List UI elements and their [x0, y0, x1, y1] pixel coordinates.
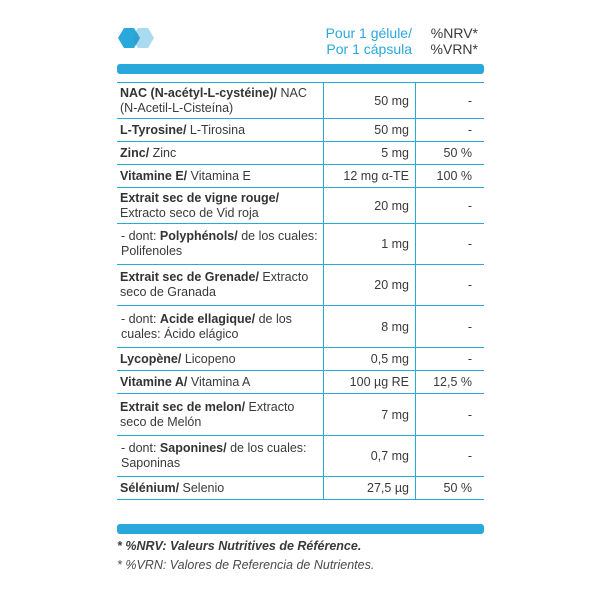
ingredient-prefix: - dont:	[121, 441, 160, 455]
ingredient-nrv: -	[467, 278, 472, 292]
ingredient-name-fr: Zinc/	[120, 145, 150, 160]
table-row	[117, 265, 484, 306]
ingredient-nrv: -	[467, 123, 472, 137]
ingredient-name-es: Vitamina E	[187, 168, 251, 183]
ingredient-name-es: NAC (N-Acetil-L-Cisteína)	[120, 85, 307, 115]
table-row	[117, 142, 484, 165]
table-row	[117, 306, 484, 348]
ingredient-nrv: -	[467, 93, 472, 108]
ingredient-name	[117, 142, 324, 164]
nrv-header-fr: %NRV*	[430, 25, 478, 41]
nrv-header-es: %VRN*	[430, 41, 478, 57]
ingredient-name-es: Extracto seco de Vid roja	[120, 205, 259, 220]
ingredient-name	[117, 265, 324, 305]
ingredient-name-es: de los cuales: Saponinas	[121, 441, 307, 470]
ingredient-amount: 12 mg α-TE	[324, 165, 416, 187]
ingredient-name-fr: NAC (N-acétyl-L-cystéine)/	[120, 85, 277, 100]
ingredient-nrv: -	[467, 237, 472, 251]
table-row	[117, 394, 484, 436]
portion-header-fr: Pour 1 gélule/	[325, 25, 412, 41]
ingredient-amount: 8 mg	[324, 306, 416, 347]
ingredient-name-es: Vitamina A	[187, 374, 251, 389]
ingredient-nrv: -	[467, 198, 472, 213]
ingredient-nrv: -	[467, 407, 472, 422]
ingredient-amount: 100 µg RE	[324, 371, 416, 393]
ingredient-name-es: Extracto seco de Melón	[120, 399, 295, 429]
ingredient-name-es: de los cuales: Polifenoles	[121, 229, 318, 258]
ingredient-name	[117, 224, 324, 264]
table-row	[117, 348, 484, 371]
ingredient-amount: 20 mg	[324, 265, 416, 305]
table-row	[117, 436, 484, 477]
bottom-divider-bar	[117, 524, 484, 534]
portion-header	[286, 25, 412, 57]
ingredient-name-fr: Polyphénols/	[159, 229, 238, 243]
footnote-nrv: * %NRV: Valeurs Nutritives de Référence.	[117, 539, 362, 553]
ingredient-name	[117, 371, 324, 393]
ingredient-amount: 20 mg	[324, 188, 416, 223]
ingredient-name	[117, 477, 324, 499]
top-divider-bar	[117, 64, 484, 74]
ingredient-name	[117, 306, 324, 347]
ingredient-nrv: -	[467, 449, 472, 463]
ingredient-name-fr: Vitamine A/	[120, 374, 188, 389]
ingredient-name-fr: Extrait sec de vigne rouge/	[120, 190, 280, 205]
ingredient-amount: 50 mg	[324, 119, 416, 141]
ingredient-name-es: Licopeno	[181, 351, 236, 366]
ingredient-name	[117, 83, 324, 118]
ingredient-name-es: de los cuales: Ácido elágico	[121, 311, 292, 341]
ingredient-name-es: Selenio	[179, 480, 225, 495]
ingredient-nrv: -	[467, 352, 472, 366]
ingredient-nrv: 50 %	[443, 146, 472, 160]
ingredient-name	[117, 394, 324, 435]
ingredient-name-fr: Extrait sec de melon/	[120, 399, 246, 414]
ingredient-amount: 1 mg	[324, 224, 416, 264]
ingredient-name-fr: L-Tyrosine/	[120, 122, 187, 137]
nutrition-table	[117, 82, 484, 500]
portion-header-es: Por 1 cápsula	[326, 41, 412, 57]
ingredient-name-fr: Acide ellagique/	[159, 311, 256, 326]
table-row	[117, 119, 484, 142]
ingredient-name-fr: Vitamine E/	[120, 168, 188, 183]
table-row	[117, 165, 484, 188]
footnote-vrn: * %VRN: Valores de Referencia de Nutrientes.	[117, 558, 375, 572]
ingredient-prefix: - dont:	[121, 229, 160, 243]
ingredient-name-es: Extracto seco de Granada	[120, 270, 309, 299]
hexagon-logo-icon	[118, 27, 158, 49]
ingredient-amount: 0,7 mg	[324, 436, 416, 476]
ingredient-name-fr: Extrait sec de Grenade/	[120, 270, 259, 284]
nrv-header	[418, 25, 478, 57]
ingredient-nrv: 50 %	[443, 481, 472, 495]
ingredient-name	[117, 348, 324, 370]
ingredient-name-fr: Sélénium/	[120, 480, 180, 495]
ingredient-amount: 0,5 mg	[324, 348, 416, 370]
ingredient-amount: 5 mg	[324, 142, 416, 164]
ingredient-name-es: Zinc	[149, 145, 177, 160]
ingredient-nrv: -	[467, 319, 472, 334]
ingredient-amount: 50 mg	[324, 83, 416, 118]
ingredient-name-fr: Saponines/	[159, 441, 227, 455]
ingredient-name-es: L-Tirosina	[186, 122, 246, 137]
ingredient-name	[117, 119, 324, 141]
table-row	[117, 224, 484, 265]
ingredient-name-fr: Lycopène/	[120, 351, 182, 366]
ingredient-name	[117, 165, 324, 187]
table-row	[117, 83, 484, 119]
ingredient-name	[117, 436, 324, 476]
ingredient-name	[117, 188, 324, 223]
table-row	[117, 188, 484, 224]
ingredient-amount: 27,5 µg	[324, 477, 416, 499]
ingredient-amount: 7 mg	[324, 394, 416, 435]
table-row	[117, 371, 484, 394]
table-row	[117, 477, 484, 500]
ingredient-nrv: 12,5 %	[433, 375, 472, 389]
ingredient-prefix: - dont:	[121, 311, 160, 326]
ingredient-nrv: 100 %	[436, 169, 472, 183]
